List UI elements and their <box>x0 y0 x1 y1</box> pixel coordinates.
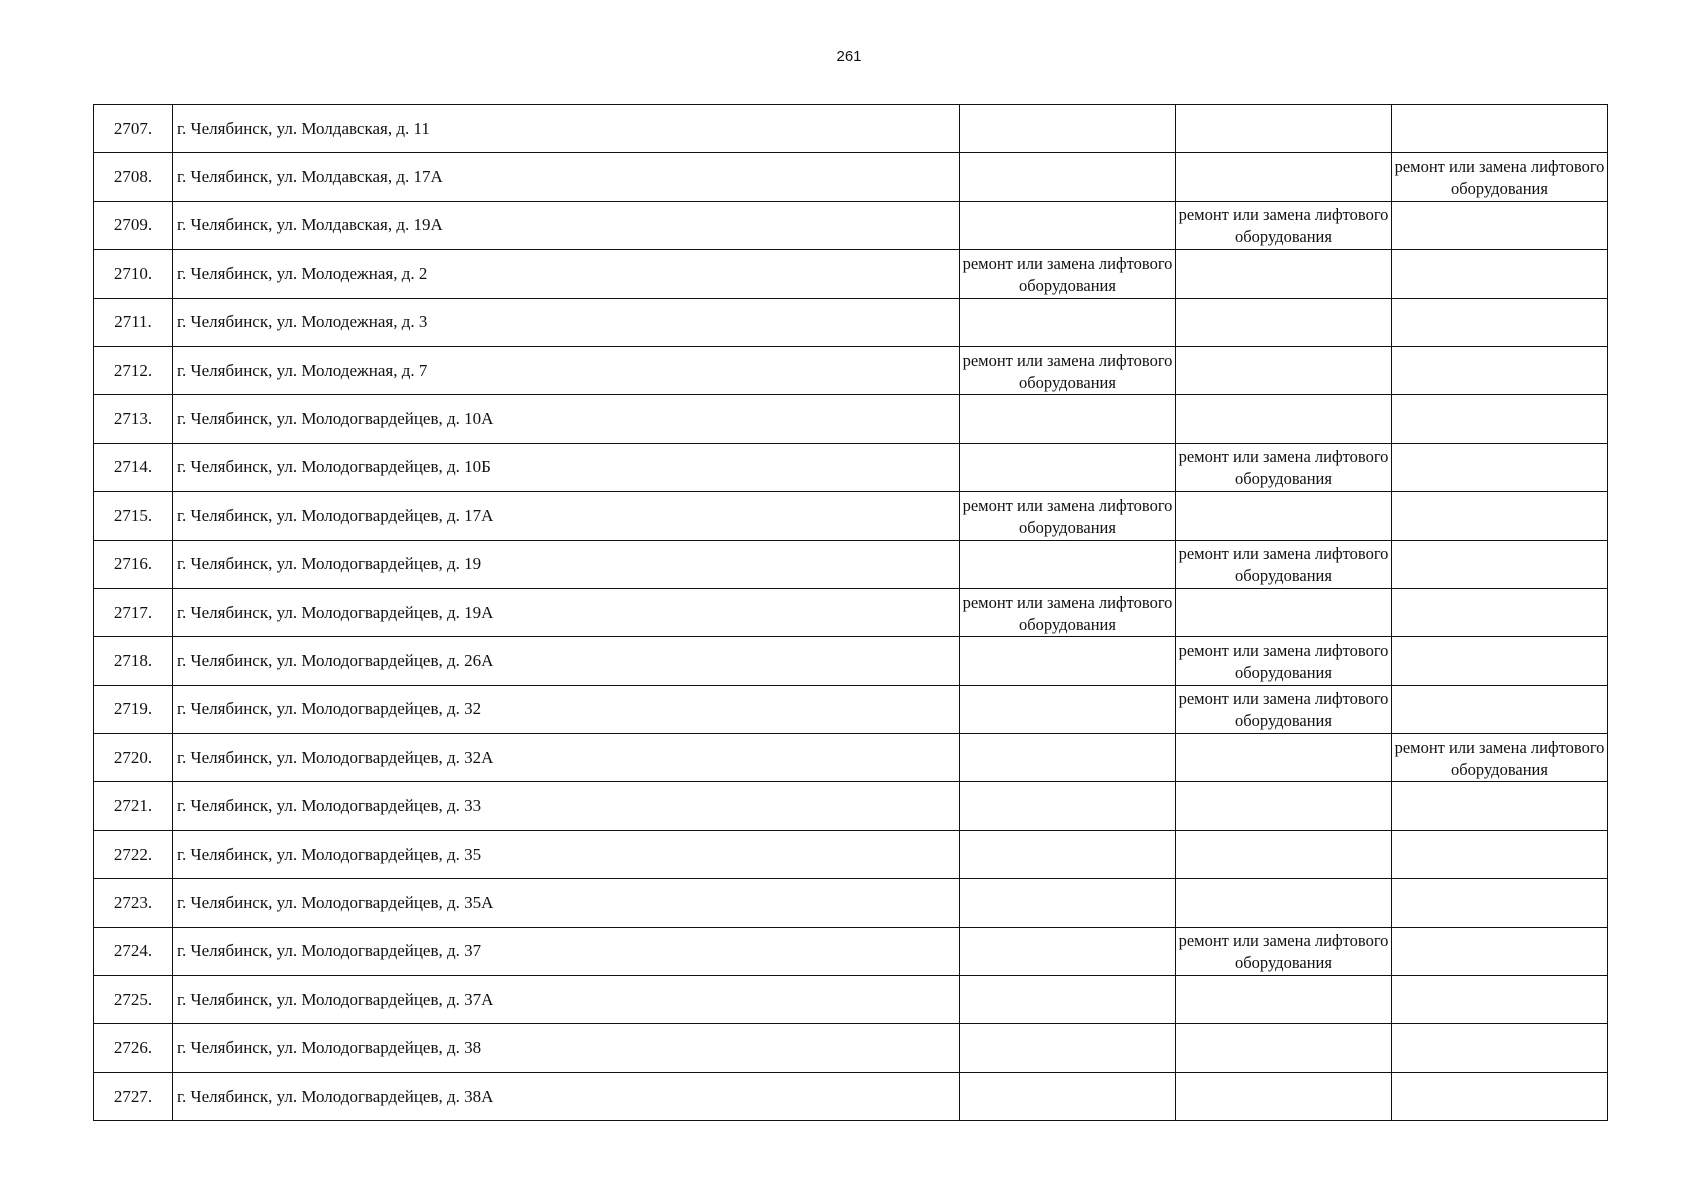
work-cell-col1 <box>960 927 1176 975</box>
work-cell-col1 <box>960 298 1176 346</box>
row-address: г. Челябинск, ул. Молодогвардейцев, д. 32А <box>173 734 960 782</box>
row-number: 2711. <box>94 298 173 346</box>
row-number: 2713. <box>94 395 173 443</box>
address-table <box>93 104 1608 1121</box>
work-cell-col3 <box>1392 395 1608 443</box>
table-row <box>94 443 1608 491</box>
work-cell-col3 <box>1392 830 1608 878</box>
work-cell-col1 <box>960 734 1176 782</box>
row-number: 2718. <box>94 637 173 685</box>
table-row <box>94 879 1608 927</box>
work-cell-col2 <box>1176 492 1392 540</box>
row-address: г. Челябинск, ул. Молодогвардейцев, д. 35А <box>173 879 960 927</box>
work-cell-col1 <box>960 685 1176 733</box>
row-number: 2721. <box>94 782 173 830</box>
work-cell-col1: ремонт или замена лифтового оборудования <box>960 492 1176 540</box>
work-cell-col3 <box>1392 976 1608 1024</box>
table-row <box>94 298 1608 346</box>
row-address: г. Челябинск, ул. Молодогвардейцев, д. 10Б <box>173 443 960 491</box>
work-cell-col2 <box>1176 1072 1392 1120</box>
table-row <box>94 927 1608 975</box>
work-cell-col1 <box>960 201 1176 249</box>
work-cell-col1: ремонт или замена лифтового оборудования <box>960 588 1176 636</box>
table-row <box>94 201 1608 249</box>
work-cell-col3 <box>1392 685 1608 733</box>
row-number: 2725. <box>94 976 173 1024</box>
table-row <box>94 637 1608 685</box>
work-cell-col3 <box>1392 105 1608 153</box>
work-cell-col2 <box>1176 976 1392 1024</box>
work-cell-col2: ремонт или замена лифтового оборудования <box>1176 927 1392 975</box>
table-row <box>94 346 1608 394</box>
row-address: г. Челябинск, ул. Молдавская, д. 19А <box>173 201 960 249</box>
work-cell-col3: ремонт или замена лифтового оборудования <box>1392 153 1608 201</box>
work-cell-col1 <box>960 153 1176 201</box>
work-cell-col3: ремонт или замена лифтового оборудования <box>1392 734 1608 782</box>
row-number: 2723. <box>94 879 173 927</box>
row-number: 2722. <box>94 830 173 878</box>
work-cell-col1: ремонт или замена лифтового оборудования <box>960 346 1176 394</box>
row-address: г. Челябинск, ул. Молодогвардейцев, д. 26А <box>173 637 960 685</box>
work-cell-col2: ремонт или замена лифтового оборудования <box>1176 443 1392 491</box>
work-cell-col2 <box>1176 734 1392 782</box>
row-number: 2717. <box>94 588 173 636</box>
row-number: 2714. <box>94 443 173 491</box>
row-address: г. Челябинск, ул. Молодогвардейцев, д. 38 <box>173 1024 960 1072</box>
work-cell-col3 <box>1392 443 1608 491</box>
table-row <box>94 250 1608 298</box>
work-cell-col2: ремонт или замена лифтового оборудования <box>1176 685 1392 733</box>
work-cell-col3 <box>1392 1024 1608 1072</box>
work-cell-col3 <box>1392 492 1608 540</box>
work-cell-col1 <box>960 830 1176 878</box>
work-cell-col3 <box>1392 346 1608 394</box>
work-cell-col3 <box>1392 250 1608 298</box>
row-number: 2727. <box>94 1072 173 1120</box>
work-cell-col1 <box>960 395 1176 443</box>
row-address: г. Челябинск, ул. Молодогвардейцев, д. 38А <box>173 1072 960 1120</box>
table-row <box>94 685 1608 733</box>
row-number: 2712. <box>94 346 173 394</box>
work-cell-col3 <box>1392 927 1608 975</box>
table-row <box>94 976 1608 1024</box>
table-row <box>94 1024 1608 1072</box>
table-row <box>94 782 1608 830</box>
row-number: 2710. <box>94 250 173 298</box>
work-cell-col3 <box>1392 879 1608 927</box>
work-cell-col3 <box>1392 1072 1608 1120</box>
work-cell-col2 <box>1176 830 1392 878</box>
work-cell-col2 <box>1176 153 1392 201</box>
table-row <box>94 540 1608 588</box>
work-cell-col2 <box>1176 250 1392 298</box>
work-cell-col3 <box>1392 201 1608 249</box>
work-cell-col2 <box>1176 395 1392 443</box>
row-number: 2707. <box>94 105 173 153</box>
row-address: г. Челябинск, ул. Молодогвардейцев, д. 33 <box>173 782 960 830</box>
row-address: г. Челябинск, ул. Молдавская, д. 11 <box>173 105 960 153</box>
work-cell-col1 <box>960 540 1176 588</box>
table-row <box>94 830 1608 878</box>
table-row <box>94 734 1608 782</box>
table-row <box>94 105 1608 153</box>
row-number: 2716. <box>94 540 173 588</box>
table-row <box>94 588 1608 636</box>
row-number: 2715. <box>94 492 173 540</box>
row-number: 2719. <box>94 685 173 733</box>
work-cell-col1 <box>960 105 1176 153</box>
work-cell-col3 <box>1392 588 1608 636</box>
work-cell-col1 <box>960 443 1176 491</box>
row-number: 2708. <box>94 153 173 201</box>
work-cell-col1 <box>960 976 1176 1024</box>
work-cell-col1: ремонт или замена лифтового оборудования <box>960 250 1176 298</box>
row-number: 2709. <box>94 201 173 249</box>
work-cell-col3 <box>1392 782 1608 830</box>
row-address: г. Челябинск, ул. Молодогвардейцев, д. 32 <box>173 685 960 733</box>
row-address: г. Челябинск, ул. Молодогвардейцев, д. 37А <box>173 976 960 1024</box>
work-cell-col1 <box>960 1024 1176 1072</box>
row-address: г. Челябинск, ул. Молодежная, д. 3 <box>173 298 960 346</box>
row-address: г. Челябинск, ул. Молодогвардейцев, д. 10А <box>173 395 960 443</box>
work-cell-col3 <box>1392 298 1608 346</box>
row-address: г. Челябинск, ул. Молодогвардейцев, д. 35 <box>173 830 960 878</box>
row-address: г. Челябинск, ул. Молодогвардейцев, д. 19А <box>173 588 960 636</box>
row-address: г. Челябинск, ул. Молодогвардейцев, д. 17А <box>173 492 960 540</box>
work-cell-col2 <box>1176 346 1392 394</box>
work-cell-col2: ремонт или замена лифтового оборудования <box>1176 540 1392 588</box>
work-cell-col1 <box>960 1072 1176 1120</box>
work-cell-col1 <box>960 879 1176 927</box>
table-row <box>94 1072 1608 1120</box>
row-address: г. Челябинск, ул. Молодежная, д. 2 <box>173 250 960 298</box>
table-row <box>94 153 1608 201</box>
table-row <box>94 395 1608 443</box>
row-number: 2724. <box>94 927 173 975</box>
work-cell-col1 <box>960 637 1176 685</box>
work-cell-col3 <box>1392 637 1608 685</box>
row-address: г. Челябинск, ул. Молодогвардейцев, д. 19 <box>173 540 960 588</box>
page-number: 261 <box>836 48 862 65</box>
row-address: г. Челябинск, ул. Молодежная, д. 7 <box>173 346 960 394</box>
work-cell-col2 <box>1176 588 1392 636</box>
work-cell-col2: ремонт или замена лифтового оборудования <box>1176 201 1392 249</box>
work-cell-col2: ремонт или замена лифтового оборудования <box>1176 637 1392 685</box>
work-cell-col2 <box>1176 879 1392 927</box>
work-cell-col1 <box>960 782 1176 830</box>
table-body <box>94 105 1608 1121</box>
row-address: г. Челябинск, ул. Молодогвардейцев, д. 37 <box>173 927 960 975</box>
row-number: 2726. <box>94 1024 173 1072</box>
row-number: 2720. <box>94 734 173 782</box>
work-cell-col3 <box>1392 540 1608 588</box>
table-row <box>94 492 1608 540</box>
work-cell-col2 <box>1176 1024 1392 1072</box>
row-address: г. Челябинск, ул. Молдавская, д. 17А <box>173 153 960 201</box>
work-cell-col2 <box>1176 298 1392 346</box>
work-cell-col2 <box>1176 782 1392 830</box>
work-cell-col2 <box>1176 105 1392 153</box>
